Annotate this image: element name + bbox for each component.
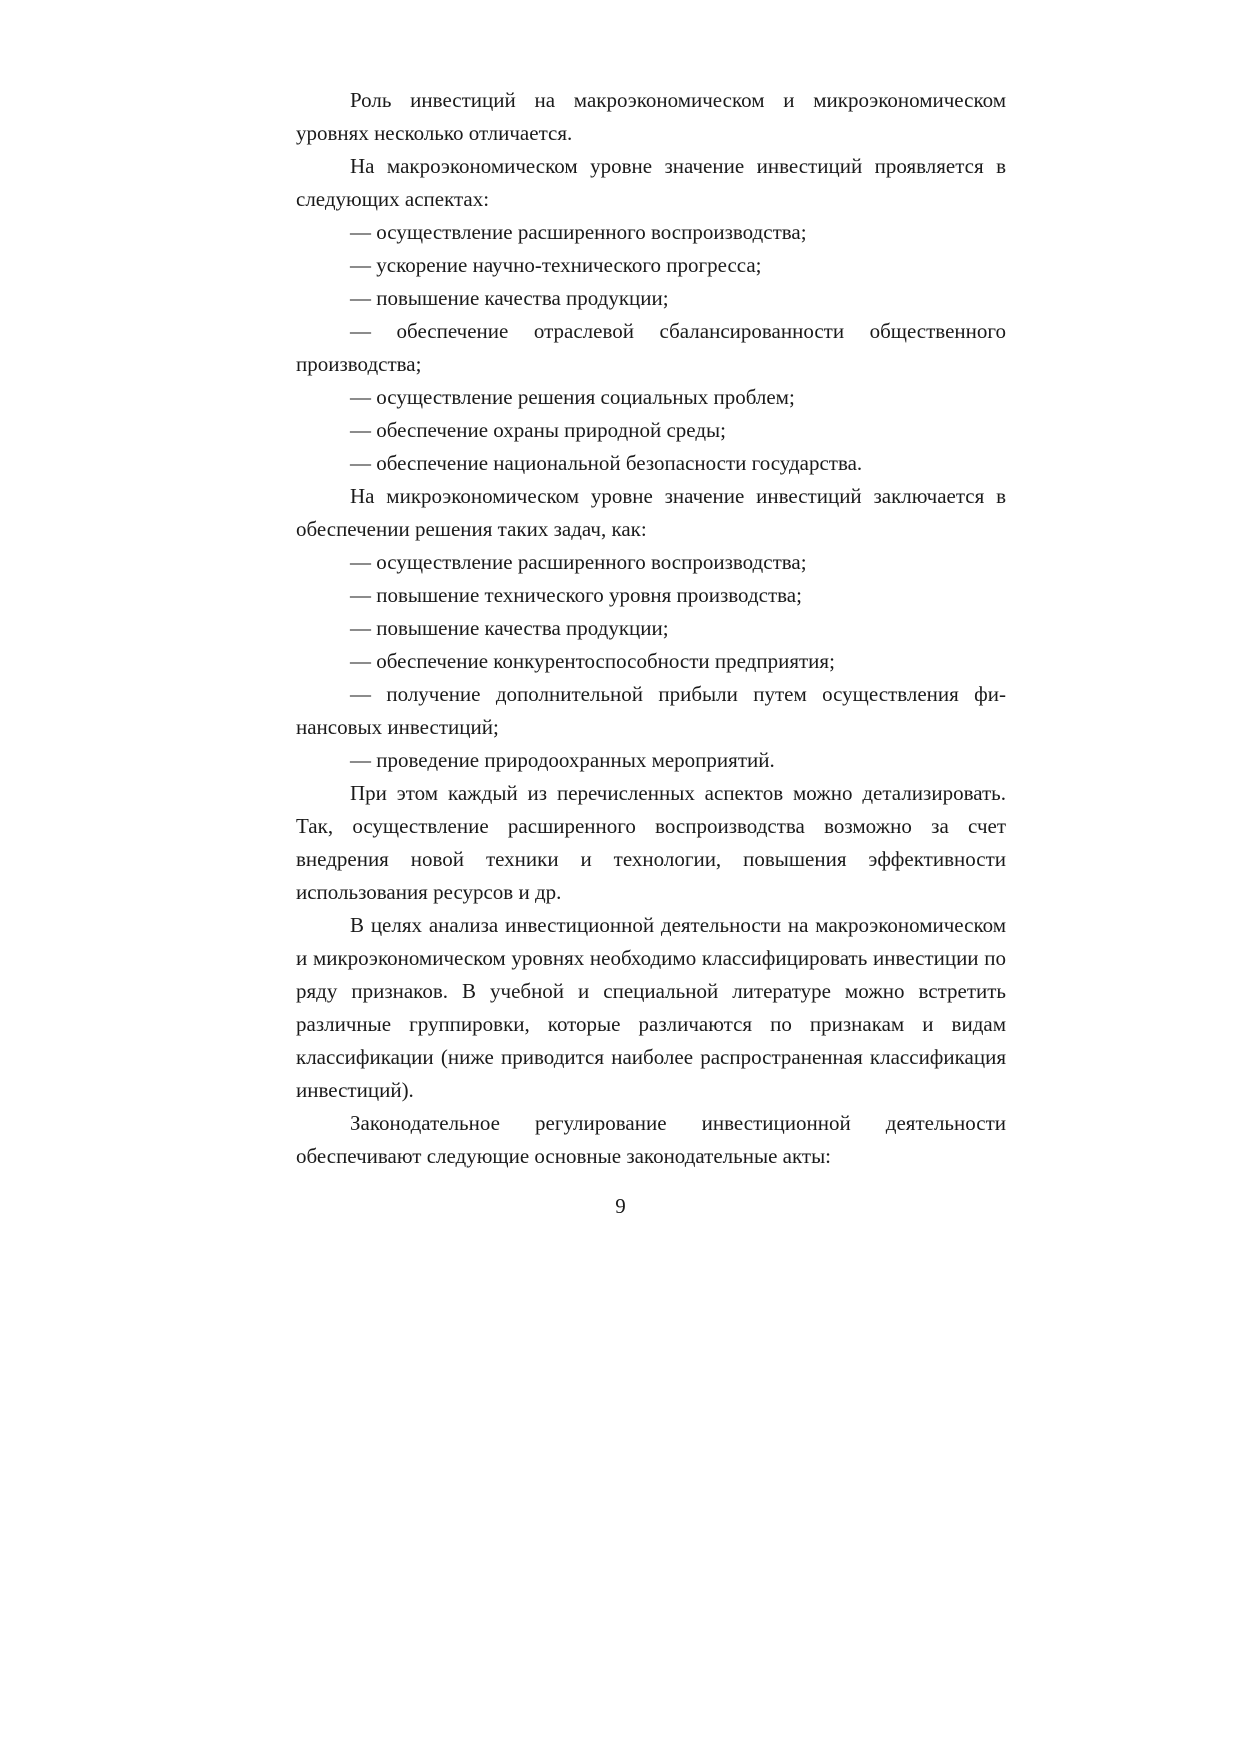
- list-item: — обеспечение отраслевой сбалансированности общественного производства;: [296, 319, 1006, 376]
- list-item: — повышение качества продукции;: [350, 616, 669, 640]
- paragraph: Законодательное регулирование инвестиционной деятельности обеспечивают следующие основные законодательные акты:: [296, 1111, 1006, 1168]
- paragraph: На макроэкономическом уровне значение инвестиций проявляется в следующих аспектах:: [296, 154, 1006, 211]
- paragraph: При этом каждый из перечисленных аспектов можно детализировать. Так, осуществление расширенного воспроизводства возможно за счет внедрения новой техники и технологии, повышения эффективности использования ресурсов и др.: [296, 781, 1006, 904]
- list-item: — ускорение научно-технического прогресса;: [350, 253, 762, 277]
- paragraph: В целях анализа инвестиционной деятельности на макроэкономическом и микроэкономическом уровнях необходимо классифицировать инвестиции по ряду признаков. В учебной и специальной литературе можно встретить различные группировки, которые различаются по признакам и видам классификации (ниже приводится наиболее распространенная классификация инвестиций).: [296, 913, 1006, 1102]
- list-item: — осуществление расширенного воспроизводства;: [350, 220, 807, 244]
- body-text: [296, 84, 1006, 1173]
- list-item: — осуществление решения социальных проблем;: [350, 385, 795, 409]
- page-number: 9: [615, 1194, 626, 1218]
- list-item: — проведение природоохранных мероприятий.: [350, 748, 775, 772]
- list-item: — обеспечение охраны природной среды;: [350, 418, 726, 442]
- list-item: — повышение технического уровня производства;: [350, 583, 802, 607]
- list-item: — осуществление расширенного воспроизводства;: [350, 550, 807, 574]
- list-item: — повышение качества продукции;: [350, 286, 669, 310]
- paragraph: На микроэкономическом уровне значение инвестиций заключается в обеспечении решения таких задач, как:: [296, 484, 1006, 541]
- list-item: — получение дополнительной прибыли путем осуществления финансовых инвестиций;: [296, 682, 1006, 739]
- list-item: — обеспечение конкурентоспособности предприятия;: [350, 649, 835, 673]
- list-item: — обеспечение национальной безопасности государства.: [350, 451, 863, 475]
- paragraph: Роль инвестиций на макроэкономическом и микроэкономическом уровнях несколько отличается.: [296, 88, 1006, 145]
